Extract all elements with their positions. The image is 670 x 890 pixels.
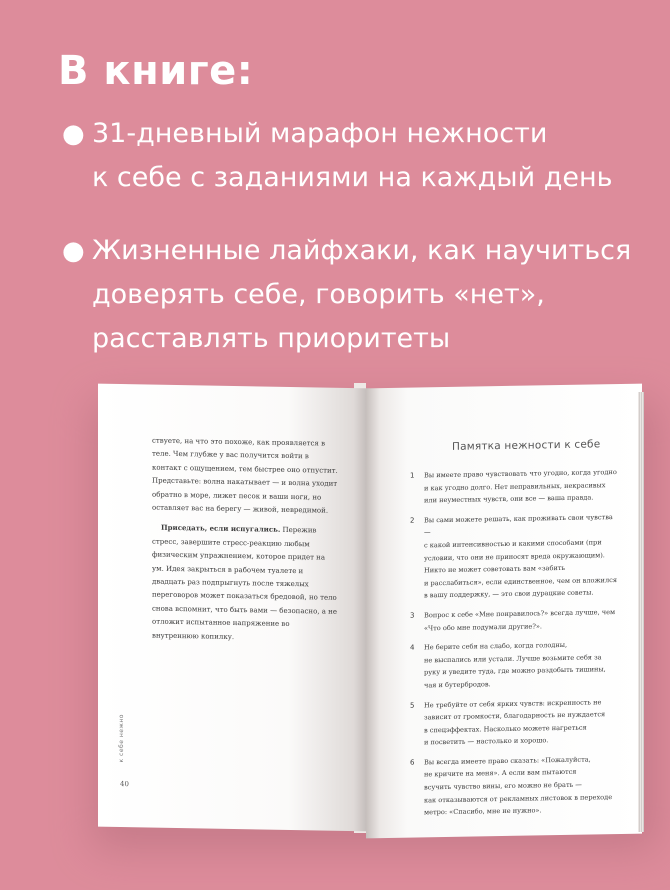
bold-lead: Приседать, если испугались. [161,523,281,535]
memo-item [410,606,620,635]
feature-text: 31-дневный марафон нежности к себе с заданиями на каждый день [92,118,613,193]
feature-item [62,112,652,200]
headline: В книге: [58,48,254,94]
feature-list [62,112,652,390]
memo-list [410,466,620,827]
item-number: 5 [410,701,415,710]
memo-item [410,511,620,603]
memo-item [410,695,620,749]
item-number: 2 [410,516,415,525]
item-number: 6 [410,758,415,767]
item-text: Вы всегда имеете право сказать: «Пожалуйста, не кричите на меня». А если вам пытаются всучить чувство вины, его можно не брать — как отказываются от рекламных листовок в переходе метро: «Спасибо, мне не нужно». [424,755,613,817]
paragraph: ствуете, на что это похоже, как проявляется в теле. Чем глубже у вас получится войти в контакт с ощущением, тем быстрее оно отпустит. Представьте: волна накатывает — и волна уходит обратно в море, лижет песок и ваши ноги, но оставляет вас на берегу — живой, невредимой. [152,436,338,515]
memo-item [410,466,620,507]
item-text: Вы сами можете решать, как проживать свои чувства — с какой интенсивностью и какими способами (при условии, что они не приносят вреда окружающим). Никто не может советовать вам «забить и расслабиться», если единственное, чем он вложился в вашу поддержку, — это свои дурацкие советы. [424,512,617,600]
bullet-dot-icon: ● [62,236,85,266]
item-text: Вы имеете право чувствовать что угодно, когда угодно и как угодно долго. Нет неправильных, некрасивых или неуместных чувств, они все — ваша правда. [424,468,617,505]
item-number: 3 [410,611,415,620]
item-number: 1 [410,471,415,480]
item-number: 4 [410,643,415,652]
item-text: Не берите себя на слабо, когда голодны, не выспались или устали. Лучше возьмите себя за руку и уведите туда, где можно раздобыть тишины, чая и бутербродов. [424,641,606,690]
left-page-text [152,435,338,652]
memo-item [410,753,620,820]
book-left-page [98,384,370,832]
page-edges [638,392,644,832]
page-title: Памятка нежности к себе [452,438,601,453]
paragraph-body: Пережив стресс, завершите стресс-реакцию любым физическим упражнением, которое придет на ум. Идея закрыться в рабочем туалете и двадцать раз подпрыгнуть после тяжелых переговоров может показаться бредовой, но тело снова вспомнит, что быть вами — безопасно, а не отложит испытанное напряжение во внутреннюю копилку. [152,526,337,641]
paragraph [152,521,338,646]
item-text: Не требуйте от себя ярких чувств: искренность не зависит от громкости, благодарность не нуждается в спецэффектах. Насколько можете нагреться и посветить — настолько и хорошо. [424,697,606,747]
feature-text: Жизненные лайфхаки, как научиться доверять себе, говорить «нет», расставлять приоритеты [92,235,632,354]
item-text: Вопрос к себе «Мне понравилось?» всегда лучше, чем «Что обо мне подумали другие?». [424,607,616,632]
book-right-page [366,384,642,839]
feature-item [62,229,652,361]
memo-item [410,638,620,692]
bullet-dot-icon: ● [62,119,85,149]
running-head: к себе нежно [118,713,125,763]
page-number: 40 [120,780,129,789]
